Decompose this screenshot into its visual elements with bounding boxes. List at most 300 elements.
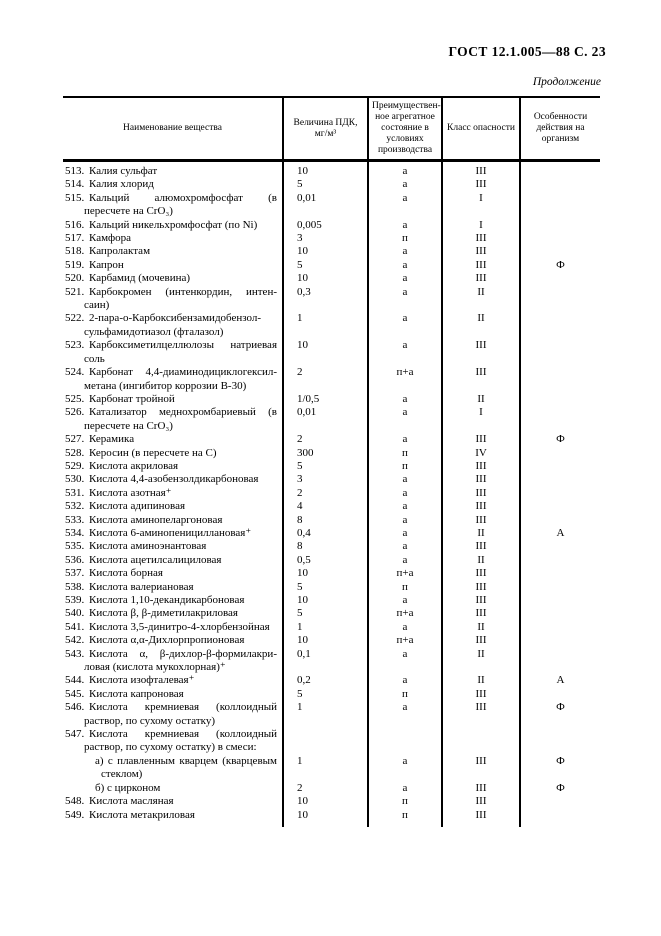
substance-name: Кислота метакриловая <box>89 808 195 821</box>
action-feature-cell <box>520 648 600 675</box>
substance-name: Кислота 4,4-азобензолдикарбоновая <box>89 473 259 486</box>
substance-name: Кислота 3,5-динитро-4-хлорбензойная <box>89 620 270 633</box>
pdk-value-cell: 1 <box>283 621 368 634</box>
action-feature-cell <box>520 286 600 313</box>
pdk-value-cell: 2 <box>283 433 368 446</box>
pdk-value-cell: 0,3 <box>283 286 368 313</box>
aggregate-state-cell: а <box>368 178 442 191</box>
action-feature-cell: Ф <box>520 433 600 446</box>
aggregate-state-cell: а <box>368 674 442 687</box>
substance-name-cell <box>63 460 283 473</box>
table-row <box>63 634 600 647</box>
spacer-cell <box>283 822 368 827</box>
pdk-value-cell: 5 <box>283 460 368 473</box>
hazard-class-cell: II <box>442 393 520 406</box>
aggregate-state-cell: а <box>368 393 442 406</box>
row-number: 539. <box>65 594 85 606</box>
aggregate-state-cell: а <box>368 473 442 486</box>
hazard-class-cell: III <box>442 178 520 191</box>
row-number: 528. <box>65 446 85 459</box>
aggregate-state-cell: а <box>368 621 442 634</box>
table-row <box>63 514 600 527</box>
row-number: 516. <box>65 218 85 231</box>
table-row <box>63 540 600 553</box>
pdk-value-cell: 8 <box>283 514 368 527</box>
aggregate-state-cell: а <box>368 272 442 285</box>
substance-name-cell <box>63 634 283 647</box>
table-row <box>63 795 600 808</box>
hazard-class-cell: III <box>442 245 520 258</box>
aggregate-state-cell: а <box>368 514 442 527</box>
substance-name: Кислота кремниевая (коллоидный раствор, по сухому остатку) в смеси: <box>84 728 277 754</box>
action-feature-cell <box>520 192 600 219</box>
action-feature-cell <box>520 688 600 701</box>
table-row <box>63 554 600 567</box>
substance-name: Кислота изофталевая⁺ <box>89 674 195 687</box>
pdk-value-cell: 0,4 <box>283 527 368 540</box>
spacer-cell <box>368 822 442 827</box>
hazard-class-cell: III <box>442 567 520 580</box>
table-row <box>63 648 600 675</box>
hazard-class-cell: III <box>442 460 520 473</box>
substance-name: Кислота масляная <box>89 795 174 808</box>
aggregate-state-cell: п+а <box>368 634 442 647</box>
table-subrow <box>63 782 600 795</box>
substance-name: Керосин (в пересчете на С) <box>89 446 217 459</box>
substance-name-cell <box>63 621 283 634</box>
substance-name: Кислота аминопеларгоновая <box>89 513 223 526</box>
table-row <box>63 581 600 594</box>
table-row <box>63 245 600 258</box>
hazard-class-cell: III <box>442 272 520 285</box>
row-number: 532. <box>65 500 85 513</box>
substance-name-cell <box>63 648 283 675</box>
pdk-value-cell: 2 <box>283 782 368 795</box>
table-row <box>63 594 600 607</box>
row-number: 536. <box>65 553 85 566</box>
pdk-value-cell: 2 <box>283 366 368 393</box>
action-feature-cell <box>520 178 600 191</box>
action-feature-cell <box>520 406 600 433</box>
action-feature-cell: Ф <box>520 782 600 795</box>
substance-name-cell <box>63 540 283 553</box>
row-number: 515. <box>65 191 85 204</box>
table-row <box>63 460 600 473</box>
action-feature-cell <box>520 634 600 647</box>
substance-name: Калия сульфат <box>89 165 158 177</box>
hazard-class-cell: III <box>442 161 520 179</box>
row-number: 543. <box>65 647 85 660</box>
aggregate-state-cell: п+а <box>368 567 442 580</box>
substance-name-cell <box>63 554 283 567</box>
pdk-value-cell: 3 <box>283 473 368 486</box>
substance-name-cell <box>63 259 283 272</box>
action-feature-cell <box>520 540 600 553</box>
substance-name-cell <box>63 245 283 258</box>
action-feature-cell: Ф <box>520 701 600 728</box>
spacer-cell <box>63 822 283 827</box>
action-feature-cell <box>520 366 600 393</box>
substance-name: Кислота валериановая <box>89 580 194 593</box>
row-number: 534. <box>65 526 85 539</box>
substance-name: Кислота борная <box>89 567 163 580</box>
substance-name-cell <box>63 219 283 232</box>
substance-name-cell <box>63 581 283 594</box>
header-row <box>63 97 600 161</box>
substance-name-cell <box>63 500 283 513</box>
hazard-class-cell: II <box>442 527 520 540</box>
table-row <box>63 406 600 433</box>
action-feature-cell <box>520 232 600 245</box>
table-row <box>63 286 600 313</box>
hazard-class-cell: III <box>442 795 520 808</box>
table-bottom-spacer-row <box>63 822 600 827</box>
substance-name-cell <box>63 178 283 191</box>
substance-name: Карбамид (мочевина) <box>89 272 191 285</box>
pdk-value-cell: 10 <box>283 339 368 366</box>
substance-name: б) с цирконом <box>95 781 161 794</box>
action-feature-cell <box>520 809 600 822</box>
pdk-value-cell: 10 <box>283 634 368 647</box>
hazard-class-cell <box>442 728 520 755</box>
substance-name: Кислота 6-аминопенициллановая⁺ <box>89 526 252 539</box>
substance-name-cell <box>63 447 283 460</box>
table-row <box>63 701 600 728</box>
substance-name: Камфора <box>89 232 132 245</box>
substance-name-cell <box>63 272 283 285</box>
pdk-value-cell: 10 <box>283 567 368 580</box>
substance-name-cell <box>63 782 283 795</box>
pdk-value-cell: 8 <box>283 540 368 553</box>
row-number: 529. <box>65 459 85 472</box>
table-row <box>63 688 600 701</box>
pdk-value-cell: 1 <box>283 755 368 782</box>
column-header-action: Особенности действия на организм <box>520 97 600 161</box>
substance-name: Кислота 1,10-декандикарбоновая <box>89 594 245 606</box>
table-row <box>63 487 600 500</box>
substance-name-cell <box>63 809 283 822</box>
pdk-value-cell: 10 <box>283 272 368 285</box>
hazard-class-cell: I <box>442 192 520 219</box>
action-feature-cell <box>520 567 600 580</box>
pdk-value-cell: 10 <box>283 161 368 179</box>
action-feature-cell <box>520 728 600 755</box>
pdk-value-cell: 5 <box>283 688 368 701</box>
substance-name-cell <box>63 406 283 433</box>
action-feature-cell <box>520 447 600 460</box>
pdk-value-cell: 10 <box>283 245 368 258</box>
hazard-class-cell: II <box>442 286 520 313</box>
substance-name: Кальций алюмохромфосфат (в пересчете на CrO₃) <box>84 191 277 218</box>
row-number: 542. <box>65 634 85 647</box>
row-number: 546. <box>65 701 85 714</box>
action-feature-cell <box>520 219 600 232</box>
action-feature-cell <box>520 245 600 258</box>
row-number: 531. <box>65 486 85 499</box>
pdk-value-cell: 5 <box>283 607 368 620</box>
aggregate-state-cell: п+а <box>368 607 442 620</box>
aggregate-state-cell: а <box>368 219 442 232</box>
action-feature-cell <box>520 795 600 808</box>
aggregate-state-cell: а <box>368 527 442 540</box>
substance-name: Кислота аминоэнантовая <box>89 540 207 553</box>
substance-name-cell <box>63 473 283 486</box>
pdk-value-cell: 1/0,5 <box>283 393 368 406</box>
row-number: 527. <box>65 433 85 446</box>
aggregate-state-cell: п <box>368 232 442 245</box>
pdk-value-cell: 10 <box>283 809 368 822</box>
substance-name-cell <box>63 607 283 620</box>
substance-name-cell <box>63 674 283 687</box>
hazard-class-cell: III <box>442 540 520 553</box>
hazard-class-cell: III <box>442 594 520 607</box>
row-number: 521. <box>65 285 85 298</box>
table-row <box>63 433 600 446</box>
spacer-cell <box>520 822 600 827</box>
hazard-class-cell: III <box>442 809 520 822</box>
action-feature-cell <box>520 554 600 567</box>
action-feature-cell <box>520 594 600 607</box>
aggregate-state-cell <box>368 728 442 755</box>
pdk-value-cell: 1 <box>283 312 368 339</box>
hazard-class-cell: II <box>442 554 520 567</box>
aggregate-state-cell: п <box>368 809 442 822</box>
action-feature-cell <box>520 473 600 486</box>
action-feature-cell <box>520 621 600 634</box>
substance-name: Карбонат 4,4-диаминодициклогексил-метана (ингибитор коррозии В-30) <box>84 366 277 392</box>
substance-name: Керамика <box>89 433 135 446</box>
hazard-class-cell: III <box>442 433 520 446</box>
aggregate-state-cell: а <box>368 554 442 567</box>
substances-table <box>63 96 600 827</box>
substance-name: Кислота капроновая <box>89 687 184 700</box>
table-row <box>63 178 600 191</box>
row-number: 517. <box>65 232 85 245</box>
hazard-class-cell: III <box>442 232 520 245</box>
table-row <box>63 272 600 285</box>
substance-name: Карбонат тройной <box>89 392 175 405</box>
action-feature-cell: А <box>520 527 600 540</box>
table-row <box>63 607 600 620</box>
table-row <box>63 259 600 272</box>
row-number: 530. <box>65 473 85 486</box>
pdk-value-cell <box>283 728 368 755</box>
column-header-pdk: Величина ПДК, мг/м³ <box>283 97 368 161</box>
hazard-class-cell: III <box>442 366 520 393</box>
aggregate-state-cell: а <box>368 540 442 553</box>
substance-name: 2-пара-о-Карбоксибензамидобензол-сульфамидотиазол (фталазол) <box>84 312 262 338</box>
aggregate-state-cell: п <box>368 460 442 473</box>
hazard-class-cell: III <box>442 473 520 486</box>
table-subrow <box>63 755 600 782</box>
aggregate-state-cell: а <box>368 161 442 179</box>
substance-name: Катализатор меднохромбариевый (в пересчете на CrO₃) <box>84 406 277 432</box>
aggregate-state-cell: а <box>368 192 442 219</box>
action-feature-cell <box>520 312 600 339</box>
substance-name: Кислота ацетилсалициловая <box>89 553 222 566</box>
substance-name-cell <box>63 433 283 446</box>
substance-name: Кислота адипиновая <box>89 500 186 513</box>
table-row <box>63 809 600 822</box>
action-feature-cell <box>520 487 600 500</box>
row-number: 523. <box>65 339 85 352</box>
hazard-class-cell: III <box>442 688 520 701</box>
row-number: 525. <box>65 392 85 405</box>
substance-name-cell <box>63 514 283 527</box>
substances-table-header <box>63 97 600 161</box>
table-row <box>63 621 600 634</box>
aggregate-state-cell: а <box>368 286 442 313</box>
row-number: 540. <box>65 607 85 620</box>
hazard-class-cell: IV <box>442 447 520 460</box>
aggregate-state-cell: п+а <box>368 366 442 393</box>
action-feature-cell <box>520 514 600 527</box>
table-row <box>63 312 600 339</box>
aggregate-state-cell: а <box>368 648 442 675</box>
substance-name: Карбоксиметилцеллюлозы натриевая соль <box>84 339 277 365</box>
substance-name: Капрон <box>89 258 124 271</box>
spacer-cell <box>442 822 520 827</box>
substance-name: Кислота α, β-дихлор-β-формилакри-ловая (кислота мукохлорная)⁺ <box>84 647 277 674</box>
pdk-value-cell: 0,1 <box>283 648 368 675</box>
aggregate-state-cell: а <box>368 245 442 258</box>
aggregate-state-cell: а <box>368 755 442 782</box>
aggregate-state-cell: п <box>368 447 442 460</box>
substance-name-cell <box>63 527 283 540</box>
substance-name-cell <box>63 232 283 245</box>
pdk-value-cell: 10 <box>283 795 368 808</box>
table-row <box>63 393 600 406</box>
action-feature-cell <box>520 161 600 179</box>
hazard-class-cell: III <box>442 755 520 782</box>
substance-name-cell <box>63 594 283 607</box>
action-feature-cell <box>520 393 600 406</box>
hazard-class-cell: III <box>442 782 520 795</box>
row-number: 548. <box>65 795 85 808</box>
table-row <box>63 366 600 393</box>
table-row <box>63 161 600 179</box>
column-header-state: Преимуществен-ное агрегатное состояние в условиях производства <box>368 97 442 161</box>
hazard-class-cell: III <box>442 339 520 366</box>
column-header-hazard: Класс опасности <box>442 97 520 161</box>
substance-name-cell <box>63 192 283 219</box>
hazard-class-cell: II <box>442 621 520 634</box>
substance-name-cell <box>63 688 283 701</box>
hazard-class-cell: II <box>442 674 520 687</box>
substance-name-cell <box>63 795 283 808</box>
hazard-class-cell: III <box>442 500 520 513</box>
aggregate-state-cell: п <box>368 581 442 594</box>
pdk-value-cell: 5 <box>283 178 368 191</box>
action-feature-cell <box>520 607 600 620</box>
row-number: 537. <box>65 567 85 580</box>
hazard-class-cell: III <box>442 581 520 594</box>
pdk-value-cell: 0,01 <box>283 406 368 433</box>
table-row <box>63 473 600 486</box>
substance-name-cell <box>63 567 283 580</box>
aggregate-state-cell: п <box>368 795 442 808</box>
pdk-value-cell: 5 <box>283 581 368 594</box>
row-number: 545. <box>65 687 85 700</box>
aggregate-state-cell: а <box>368 782 442 795</box>
pdk-value-cell: 5 <box>283 259 368 272</box>
aggregate-state-cell: п <box>368 688 442 701</box>
substance-name: Кислота α,α-Дихлорпропионовая <box>89 634 245 647</box>
substance-name: Кислота кремниевая (коллоидный раствор, по сухому остатку) <box>84 701 277 727</box>
table-row <box>63 500 600 513</box>
column-header-name: Наименование вещества <box>63 97 283 161</box>
substance-name-cell <box>63 701 283 728</box>
substance-name-cell <box>63 366 283 393</box>
row-number: 519. <box>65 258 85 271</box>
row-number: 514. <box>65 178 85 191</box>
table-row <box>63 232 600 245</box>
action-feature-cell: Ф <box>520 755 600 782</box>
row-number: 518. <box>65 245 85 258</box>
action-feature-cell: А <box>520 674 600 687</box>
substance-name-cell <box>63 339 283 366</box>
aggregate-state-cell: а <box>368 312 442 339</box>
hazard-class-cell: II <box>442 312 520 339</box>
row-number: 513. <box>65 165 85 177</box>
substance-name-cell <box>63 161 283 179</box>
table-row <box>63 674 600 687</box>
hazard-class-cell: I <box>442 219 520 232</box>
aggregate-state-cell: а <box>368 259 442 272</box>
substance-name-cell <box>63 728 283 755</box>
hazard-class-cell: III <box>442 701 520 728</box>
substance-name-cell <box>63 286 283 313</box>
row-number: 541. <box>65 620 85 633</box>
table-row <box>63 567 600 580</box>
substance-name-cell <box>63 487 283 500</box>
pdk-value-cell: 300 <box>283 447 368 460</box>
aggregate-state-cell: а <box>368 500 442 513</box>
substance-name: Кальций никельхромфосфат (по Ni) <box>89 218 258 231</box>
substance-name: Кислота β, β-диметилакриловая <box>89 607 238 620</box>
pdk-value-cell: 0,005 <box>283 219 368 232</box>
table-row <box>63 728 600 755</box>
hazard-class-cell: III <box>442 514 520 527</box>
row-number: 549. <box>65 808 85 821</box>
action-feature-cell <box>520 339 600 366</box>
pdk-value-cell: 2 <box>283 487 368 500</box>
table-row <box>63 192 600 219</box>
aggregate-state-cell: а <box>368 406 442 433</box>
substance-name-cell <box>63 393 283 406</box>
substance-name: а) с плавленным кварцем (кварцевым стеклом) <box>95 754 277 781</box>
pdk-value-cell: 4 <box>283 500 368 513</box>
hazard-class-cell: III <box>442 607 520 620</box>
row-number: 547. <box>65 728 85 741</box>
substance-name-cell <box>63 312 283 339</box>
pdk-value-cell: 1 <box>283 701 368 728</box>
substance-name: Калия хлорид <box>89 178 154 191</box>
action-feature-cell: Ф <box>520 259 600 272</box>
row-number: 522. <box>65 312 85 325</box>
action-feature-cell <box>520 460 600 473</box>
action-feature-cell <box>520 581 600 594</box>
hazard-class-cell: II <box>442 648 520 675</box>
row-number: 533. <box>65 513 85 526</box>
row-number: 544. <box>65 674 85 687</box>
hazard-class-cell: III <box>442 259 520 272</box>
hazard-class-cell: III <box>442 487 520 500</box>
hazard-class-cell: I <box>442 406 520 433</box>
substance-name: Карбокромен (интенкордин, интен-саин) <box>84 285 277 312</box>
aggregate-state-cell: а <box>368 701 442 728</box>
substance-name: Кислота азотная⁺ <box>89 486 172 499</box>
